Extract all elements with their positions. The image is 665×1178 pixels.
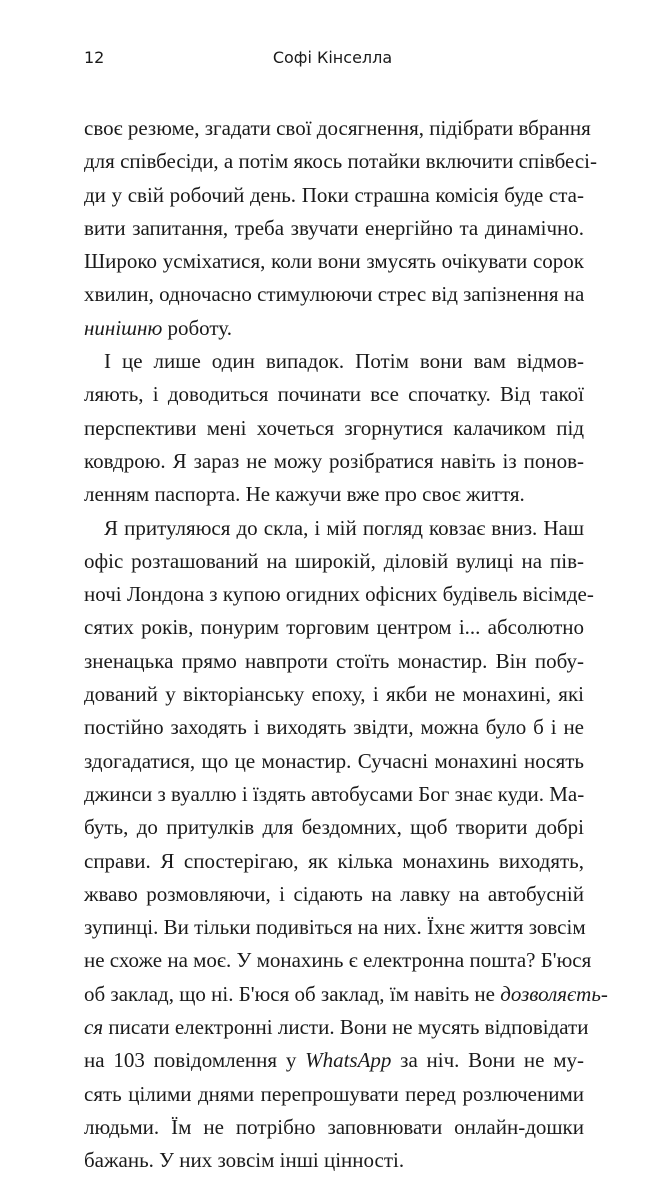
text-run: ночі Лондона з купою огидних офісних будівель вісімде- (84, 582, 594, 607)
text-line (84, 545, 584, 578)
text-run: буть, до притулків для бездомних, щоб творити добрі (84, 815, 584, 840)
text-run: писати електронні листи. Вони не мусять відповідати (103, 1015, 589, 1040)
text-run: зупинці. Ви тільки подивіться на них. Їхнє життя зовсім (84, 915, 586, 940)
text-run: здогадатися, що це монастир. Сучасні монахині носять (84, 748, 584, 773)
text-run: сять цілими днями перепрошувати перед розлюченими (84, 1081, 584, 1106)
text-line (84, 1111, 584, 1144)
text-line (84, 645, 584, 678)
text-line (84, 245, 584, 278)
text-line (84, 611, 584, 644)
text-run: Широко усміхатися, коли вони змусять очікувати сорок (84, 249, 584, 274)
text-line (84, 811, 584, 844)
text-line (84, 212, 584, 245)
text-line (84, 112, 591, 145)
italic-text: нинішню (84, 315, 163, 340)
running-head-author: Софі Кінселла (272, 48, 393, 67)
paragraph (84, 345, 584, 511)
italic-text: ся (84, 1015, 104, 1040)
italic-text: WhatsApp (305, 1048, 392, 1073)
text-run: хвилин, одночасно стимулюючи стрес від запізнення на (84, 282, 585, 307)
text-line (84, 778, 584, 811)
text-run: об заклад, що ні. Б'юся об заклад, їм навіть не (84, 981, 501, 1006)
text-line (84, 478, 584, 511)
body-text (84, 112, 608, 1178)
text-run: сятих років, понурим торговим центром і... абсолютно (84, 615, 584, 640)
text-line (84, 1144, 584, 1177)
text-run: справи. Я спостерігаю, як кілька монахинь виходять, (84, 848, 584, 873)
text-run: за ніч. Вони не му- (391, 1048, 584, 1073)
text-run: І це лише один випадок. Потім вони вам відмов- (104, 349, 584, 374)
text-run: ляють, і доводиться починати все спочатку. Від такої (84, 382, 584, 407)
text-line (84, 512, 584, 545)
text-line (84, 878, 584, 911)
text-line (84, 145, 598, 178)
text-line (84, 345, 584, 378)
text-line (84, 711, 584, 744)
text-line (84, 179, 584, 212)
text-run: ди у свій робочий день. Поки страшна комісія буде ста- (84, 182, 584, 207)
text-run: постійно заходять і виходять звідти, можна було б і не (84, 715, 584, 740)
text-line (84, 745, 584, 778)
text-line (84, 378, 584, 411)
text-line (84, 445, 584, 478)
text-line (84, 911, 584, 944)
text-line (84, 1078, 584, 1111)
text-run: людьми. Їм не потрібно заповнювати онлайн-дошки (84, 1114, 584, 1139)
text-line (84, 412, 584, 445)
text-run: на 103 повідомлення у (84, 1048, 306, 1073)
text-line (84, 1044, 584, 1077)
text-run: вити запитання, треба звучати енергійно та динамічно. (84, 215, 584, 240)
text-run: роботу. (162, 315, 232, 340)
text-run: бажань. У них зовсім інші цінності. (84, 1148, 405, 1173)
text-run: своє резюме, згадати свої досягнення, підібрати вбрання (84, 116, 591, 140)
text-run: не схоже на моє. У монахинь є електронна пошта? Б'юся (84, 948, 592, 973)
text-line (84, 845, 584, 878)
text-line (84, 678, 584, 711)
page-number: 12 (84, 48, 105, 67)
paragraph (84, 512, 608, 1178)
paragraph (84, 112, 598, 345)
text-run: для співбесіди, а потім якось потайки включити співбесі- (84, 149, 598, 174)
text-line (84, 1011, 589, 1044)
text-line (84, 278, 584, 311)
text-run: Я притуляюся до скла, і мій погляд ковзає вниз. Наш (104, 515, 584, 540)
text-run: зненацька прямо навпроти стоїть монастир. Він побу- (84, 648, 584, 673)
text-run: джинси з вуаллю і їздять автобусами Бог знає куди. Ма- (84, 781, 585, 806)
text-line (84, 312, 584, 345)
text-run: ленням паспорта. Не кажучи вже про своє життя. (84, 482, 525, 507)
italic-text: дозволяєть- (500, 981, 608, 1006)
text-run: перспективи мені хочеться згорнутися калачиком під (84, 415, 584, 440)
text-run: дований у вікторіанську епоху, і якби не монахині, які (84, 682, 584, 707)
text-line (84, 578, 594, 611)
text-line (84, 978, 608, 1011)
text-run: ковдрою. Я зараз не можу розібратися навіть із понов- (84, 448, 584, 473)
text-line (84, 944, 592, 977)
text-run: жваво розмовляючи, і сідають на лавку на автобусній (84, 881, 584, 906)
text-run: офіс розташований на широкій, діловій вулиці на пів- (84, 548, 584, 573)
